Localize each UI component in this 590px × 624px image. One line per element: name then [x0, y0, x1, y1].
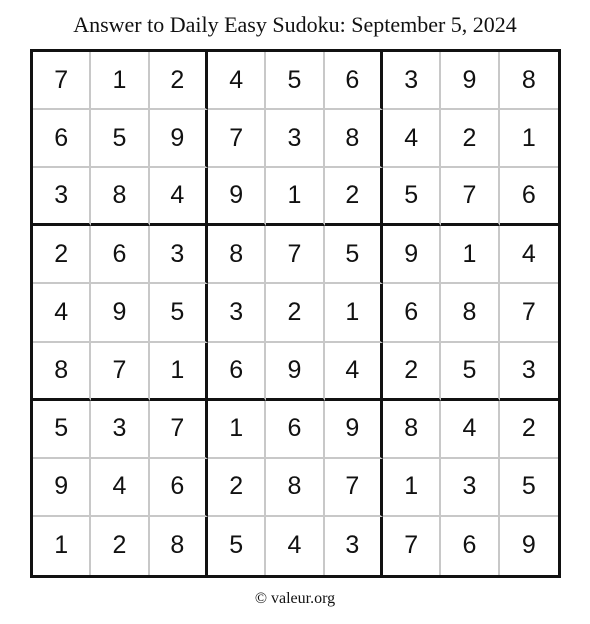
sudoku-cell-r4-c1: 2 — [33, 226, 91, 284]
sudoku-cell-r1-c3: 2 — [150, 52, 208, 110]
sudoku-cell-r7-c2: 3 — [91, 401, 149, 459]
sudoku-cell-r8-c1: 9 — [33, 459, 91, 517]
sudoku-cell-r9-c3: 8 — [150, 517, 208, 575]
sudoku-cell-r6-c8: 5 — [441, 343, 499, 401]
sudoku-cell-r5-c6: 1 — [325, 284, 383, 342]
sudoku-cell-r7-c5: 6 — [266, 401, 324, 459]
sudoku-grid — [30, 49, 561, 578]
sudoku-cell-r8-c2: 4 — [91, 459, 149, 517]
sudoku-cell-r9-c4: 5 — [208, 517, 266, 575]
sudoku-cell-r4-c5: 7 — [266, 226, 324, 284]
sudoku-cell-r7-c7: 8 — [383, 401, 441, 459]
sudoku-cell-r1-c6: 6 — [325, 52, 383, 110]
sudoku-cell-r2-c4: 7 — [208, 110, 266, 168]
sudoku-cell-r3-c1: 3 — [33, 168, 91, 226]
sudoku-cell-r3-c3: 4 — [150, 168, 208, 226]
sudoku-cell-r1-c1: 7 — [33, 52, 91, 110]
sudoku-cell-r2-c7: 4 — [383, 110, 441, 168]
sudoku-cell-r3-c4: 9 — [208, 168, 266, 226]
sudoku-cell-r6-c6: 4 — [325, 343, 383, 401]
sudoku-cell-r5-c1: 4 — [33, 284, 91, 342]
sudoku-cell-r7-c4: 1 — [208, 401, 266, 459]
sudoku-cell-r3-c7: 5 — [383, 168, 441, 226]
sudoku-cell-r9-c9: 9 — [521, 531, 536, 560]
sudoku-cell-r7-c8: 4 — [441, 401, 499, 459]
sudoku-cell-r2-c2: 5 — [91, 110, 149, 168]
sudoku-cell-r2-c1: 6 — [33, 110, 91, 168]
sudoku-cell-r8-c8: 3 — [441, 459, 499, 517]
sudoku-cell-r5-c5: 2 — [266, 284, 324, 342]
sudoku-cell-r5-c7: 6 — [383, 284, 441, 342]
sudoku-cell-r5-c8: 8 — [441, 284, 499, 342]
sudoku-cell-r6-c2: 7 — [91, 343, 149, 401]
sudoku-cell-r1-c5: 5 — [266, 52, 324, 110]
sudoku-cell-r9-c5: 4 — [266, 517, 324, 575]
sudoku-cell-r6-c4: 6 — [208, 343, 266, 401]
sudoku-cell-r6-c1: 8 — [33, 343, 91, 401]
sudoku-cell-r3-c2: 8 — [91, 168, 149, 226]
sudoku-cell-r6-c5: 9 — [266, 343, 324, 401]
sudoku-cell-r3-c6: 2 — [325, 168, 383, 226]
sudoku-cell-r4-c3: 3 — [150, 226, 208, 284]
sudoku-cell-r9-c1: 1 — [33, 517, 91, 575]
sudoku-cell-r2-c6: 8 — [325, 110, 383, 168]
sudoku-cell-r3-c9: 6 — [500, 168, 558, 226]
sudoku-cell-r8-c3: 6 — [150, 459, 208, 517]
sudoku-cell-r4-c7: 9 — [383, 226, 441, 284]
sudoku-cell-r2-c5: 3 — [266, 110, 324, 168]
sudoku-cell-r1-c4: 4 — [208, 52, 266, 110]
sudoku-cell-r8-c4: 2 — [208, 459, 266, 517]
sudoku-cell-r4-c8: 1 — [441, 226, 499, 284]
sudoku-cell-r3-c8: 7 — [441, 168, 499, 226]
sudoku-cell-r2-c3: 9 — [150, 110, 208, 168]
sudoku-cell-r8-c5: 8 — [266, 459, 324, 517]
sudoku-cell-r5-c9: 7 — [500, 284, 558, 342]
sudoku-cell-r4-c9: 4 — [500, 226, 558, 284]
sudoku-cell-r8-c7: 1 — [383, 459, 441, 517]
sudoku-cell-r1-c9: 8 — [500, 52, 558, 110]
sudoku-cell-r2-c9: 1 — [500, 110, 558, 168]
sudoku-cell-r9-c8: 6 — [441, 517, 499, 575]
sudoku-cell-r5-c2: 9 — [91, 284, 149, 342]
sudoku-cell-r4-c4: 8 — [208, 226, 266, 284]
copyright-footer: © valeur.org — [254, 590, 336, 607]
sudoku-cell-r6-c9: 3 — [500, 343, 558, 401]
sudoku-cell-r5-c3: 5 — [150, 284, 208, 342]
sudoku-cell-r8-c6: 7 — [325, 459, 383, 517]
sudoku-cell-r1-c8: 9 — [441, 52, 499, 110]
sudoku-cell-r3-c5: 1 — [266, 168, 324, 226]
sudoku-cell-r6-c7: 2 — [383, 343, 441, 401]
sudoku-cell-r1-c7: 3 — [383, 52, 441, 110]
sudoku-cell-r5-c4: 3 — [208, 284, 266, 342]
sudoku-cell-r9-c2: 2 — [91, 517, 149, 575]
sudoku-cell-r2-c8: 2 — [441, 110, 499, 168]
sudoku-cell-r8-c9: 5 — [500, 459, 558, 517]
sudoku-cell-r9-c6: 3 — [325, 517, 383, 575]
page-title: Answer to Daily Easy Sudoku: September 5, 2024 — [73, 12, 517, 37]
sudoku-cell-r6-c3: 1 — [150, 343, 208, 401]
sudoku-cell-r9-c7: 7 — [383, 517, 441, 575]
sudoku-cell-r4-c6: 5 — [325, 226, 383, 284]
sudoku-cell-r4-c2: 6 — [91, 226, 149, 284]
sudoku-cell-r7-c9: 2 — [500, 401, 558, 459]
sudoku-cell-r7-c1: 5 — [33, 401, 91, 459]
sudoku-cell-r7-c6: 9 — [325, 401, 383, 459]
sudoku-cell-r7-c3: 7 — [150, 401, 208, 459]
sudoku-cell-r1-c2: 1 — [91, 52, 149, 110]
